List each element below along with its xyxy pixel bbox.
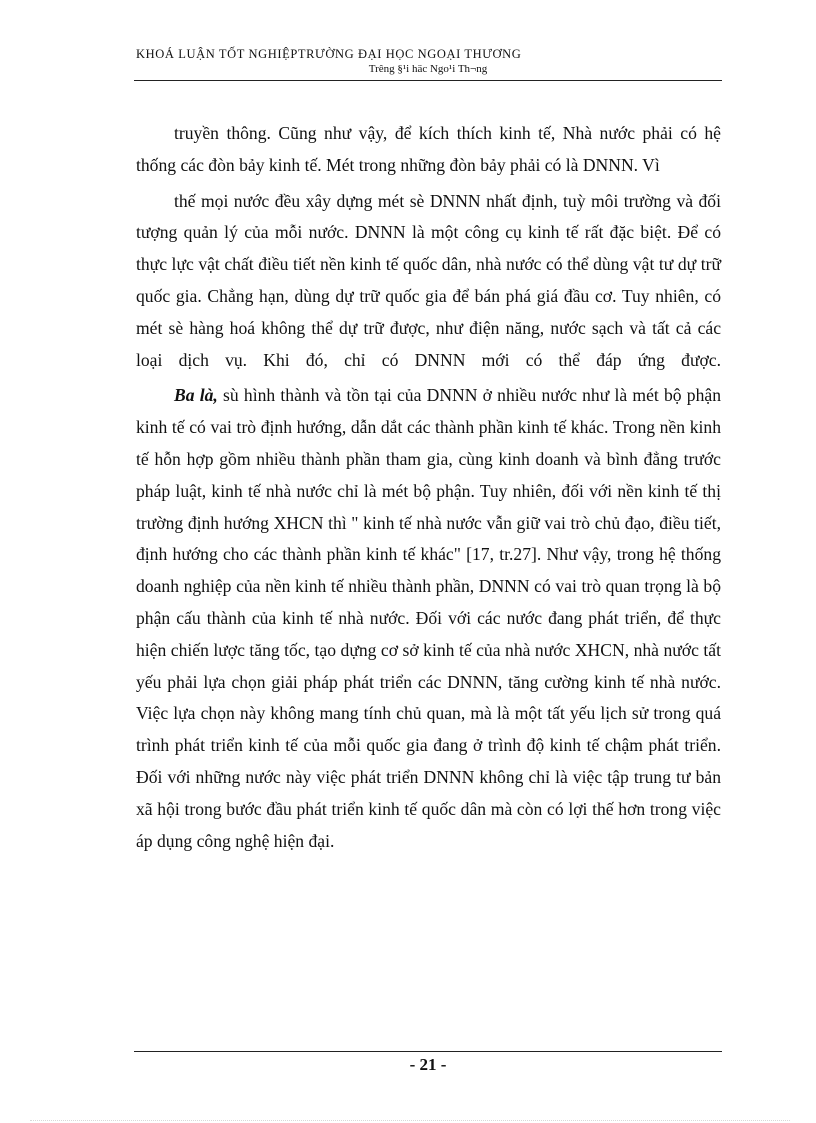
document-body [136, 118, 721, 857]
header-divider [134, 80, 722, 81]
page-header [134, 46, 722, 76]
header-subtitle: Trêng §¹i häc Ngo¹i Th¬ng [368, 63, 488, 75]
page-number: - 21 - [409, 1055, 447, 1074]
paragraph-1: truyền thông. Cũng như vậy, để kích thích kinh tế, Nhà nước phải có hệ thống các đòn bảy kinh tế. Mét trong những đòn bảy phải có là DNNN. Vì [136, 123, 721, 175]
footer-divider [134, 1051, 722, 1052]
header-title: KHOÁ LUẬN TỐT NGHIỆPTRƯỜNG ĐẠI HỌC NGOẠI THƯƠNG [136, 47, 522, 61]
paragraph-3-lead: Ba là, [174, 385, 218, 406]
paragraph-2: thế mọi nước đều xây dựng mét sè DNNN nhất định, tuỳ môi trường và đối tượng quản lý của mỗi nước. DNNN là một công cụ kinh tế rất đặc biệt. Để có thực lực vật chất điều tiết nền kinh tế quốc dân, nhà nước có thể dùng vật tư dự trữ quốc gia. Chẳng hạn, dùng dự trữ quốc gia để bán phá giá đầu cơ. Tuy nhiên, có mét sè hàng hoá không thể dự trữ được, như điện năng, nước sạch và tất cả các loại dịch vụ. Khi đó, chỉ có DNNN mới có thể đáp ứng được. [136, 190, 721, 370]
page-edge-divider [30, 1120, 790, 1121]
paragraph-3 [136, 380, 721, 857]
paragraph-3-text: sù hình thành và tồn tại của DNNN ở nhiều nước như là mét bộ phận kinh tế có vai trò định hướng, dẫn dắt các thành phần kinh tế khác. Trong nền kinh tế hỗn hợp gồm nhiều thành phần tham gia, cùng kinh doanh và bình đẳng trước pháp luật, kinh tế nhà nước chỉ là mét bộ phận. Tuy nhiên, đối với nền kinh tế thị trường định hướng XHCN thì " kinh tế nhà nước vẫn giữ vai trò chủ đạo, điều tiết, định hướng cho các thành phần kinh tế khác" [17, tr.27]. Như vậy, trong hệ thống doanh nghiệp của nền kinh tế nhiều thành phần, DNNN có vai trò quan trọng là bộ phận cấu thành của kinh tế nhà nước. Đối với các nước đang phát triển, để thực hiện chiến lược tăng tốc, tạo dựng cơ sở kinh tế của nhà nước XHCN, nhà nước tất yếu phải lựa chọn giải pháp phát triển các DNNN, tăng cường kinh tế nhà nước. Việc lựa chọn này không mang tính chủ quan, mà là một tất yếu lịch sử trong quá trình phát triển kinh tế của mỗi quốc gia đang ở trình độ kinh tế chậm phát triển. Đối với những nước này việc phát triển DNNN không chỉ là việc tập trung tư bản xã hội trong bước đầu phát triển kinh tế quốc dân mà còn có lợi thế hơn trong việc áp dụng công nghệ hiện đại. [136, 385, 721, 851]
